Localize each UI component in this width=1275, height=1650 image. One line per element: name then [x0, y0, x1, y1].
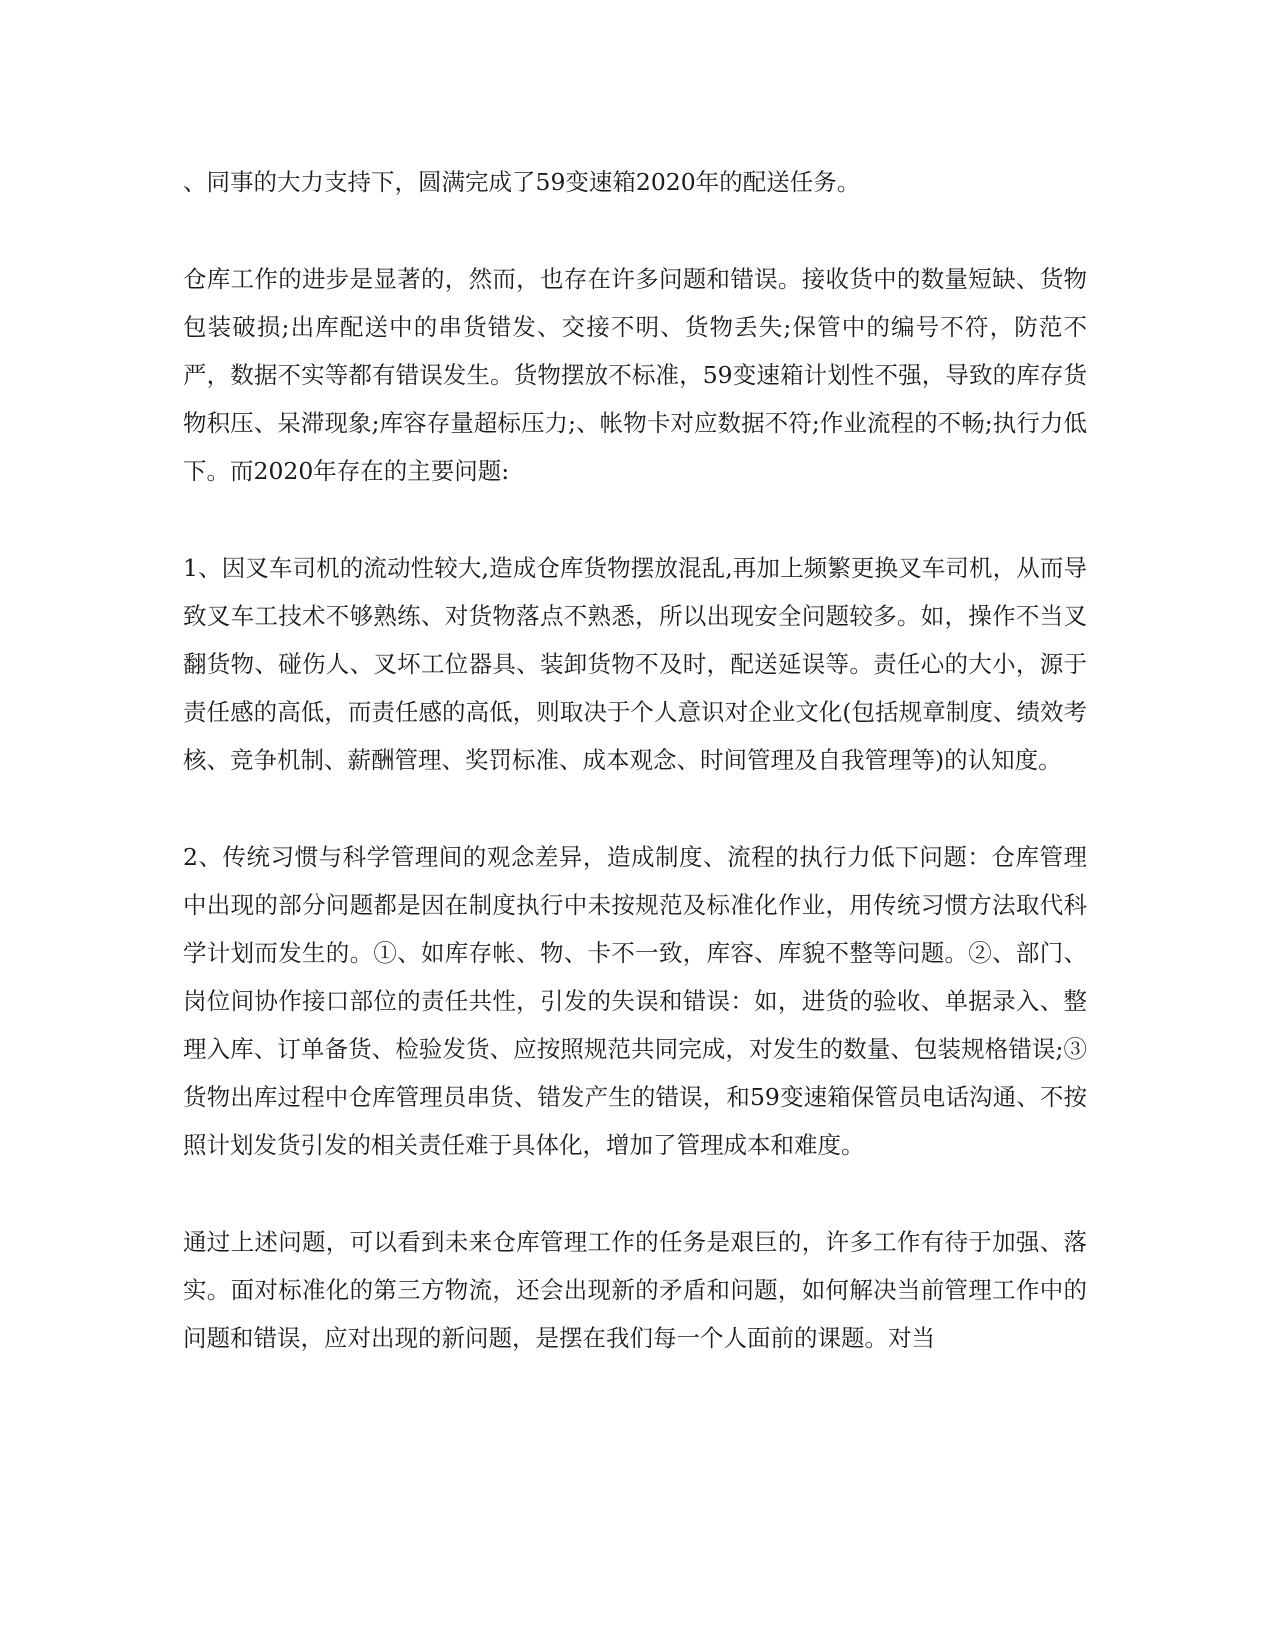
document-body: [183, 158, 1087, 1362]
paragraph-issue-2-management: 2、传统习惯与科学管理间的观念差异，造成制度、流程的执行力低下问题：仓库管理中出现的部分问题都是因在制度执行中未按规范及标准化作业，用传统习惯方法取代科学计划而发生的。①、如库存帐、物、卡不一致，库容、库貌不整等问题。②、部门、岗位间协作接口部位的责任共性，引发的失误和错误：如，进货的验收、单据录入、整理入库、订单备货、检验发货、应按照规范共同完成，对发生的数量、包装规格错误;③货物出库过程中仓库管理员串货、错发产生的错误，和59变速箱保管员电话沟通、不按照计划发货引发的相关责任难于具体化，增加了管理成本和难度。: [183, 843, 1087, 1159]
paragraph-future-tasks: 通过上述问题，可以看到未来仓库管理工作的任务是艰巨的，许多工作有待于加强、落实。面对标准化的第三方物流，还会出现新的矛盾和问题，如何解决当前管理工作中的问题和错误，应对出现的新问题，是摆在我们每一个人面前的课题。对当: [183, 1228, 1087, 1352]
paragraph-intro-continuation: 、同事的大力支持下，圆满完成了59变速箱2020年的配送任务。: [183, 168, 861, 196]
paragraph-issue-1-forklift: 1、因叉车司机的流动性较大,造成仓库货物摆放混乱,再加上频繁更换叉车司机，从而导致叉车工技术不够熟练、对货物落点不熟悉，所以出现安全问题较多。如，操作不当叉翻货物、碰伤人、叉坏工位器具、装卸货物不及时，配送延误等。责任心的大小，源于责任感的高低，而责任感的高低，则取决于个人意识对企业文化(包括规章制度、绩效考核、竞争机制、薪酬管理、奖罚标准、成本观念、时间管理及自我管理等)的认知度。: [183, 554, 1087, 774]
paragraph-warehouse-issues: 仓库工作的进步是显著的，然而，也存在许多问题和错误。接收货中的数量短缺、货物包装破损;出库配送中的串货错发、交接不明、货物丢失;保管中的编号不符，防范不严，数据不实等都有错误发生。货物摆放不标准，59变速箱计划性不强，导致的库存货物积压、呆滞现象;库容存量超标压力;、帐物卡对应数据不符;作业流程的不畅;执行力低下。而2020年存在的主要问题:: [183, 265, 1087, 485]
